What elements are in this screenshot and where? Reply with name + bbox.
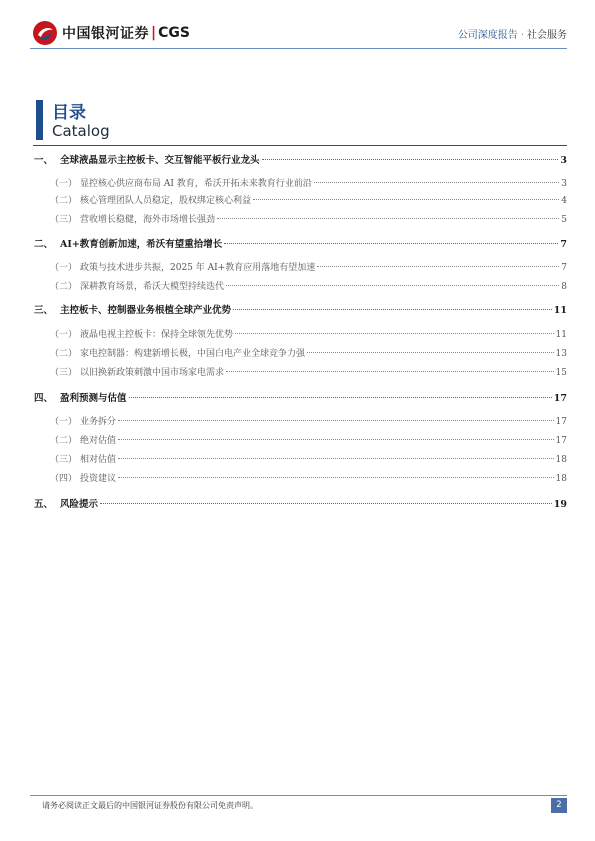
toc-entry-title: 全球液晶显示主控板卡、交互智能平板行业龙头 bbox=[60, 155, 260, 166]
toc-entry-number: （二） bbox=[50, 282, 78, 292]
toc-entry-title: 绝对估值 bbox=[80, 436, 117, 446]
toc-entry-page: 3 bbox=[560, 155, 567, 166]
toc-entry-number: （二） bbox=[50, 436, 78, 446]
toc-subsection-entry[interactable] bbox=[34, 452, 567, 468]
toc-accent-bar bbox=[36, 100, 43, 140]
toc-subsection-entry[interactable] bbox=[34, 433, 567, 449]
toc-entry-number: （三） bbox=[50, 455, 78, 465]
toc-dot-leader bbox=[217, 218, 559, 219]
company-logo bbox=[32, 20, 190, 46]
header-divider bbox=[30, 48, 567, 49]
toc-entry-title: AI+教育创新加速，希沃有望重拾增长 bbox=[60, 239, 223, 250]
toc-title-en: Catalog bbox=[52, 122, 110, 140]
toc-dot-leader bbox=[118, 439, 554, 440]
toc-entry-page: 17 bbox=[555, 436, 567, 446]
toc-dot-leader bbox=[129, 397, 552, 398]
page-number: 2 bbox=[551, 798, 567, 813]
toc-entry-number: （三） bbox=[50, 368, 78, 378]
toc-entry-title: 投资建议 bbox=[80, 474, 117, 484]
report-category bbox=[458, 26, 567, 41]
toc-dot-leader bbox=[226, 371, 554, 372]
toc-dot-leader bbox=[118, 458, 554, 459]
toc-entry-number: 五、 bbox=[34, 499, 54, 510]
toc-entry-number: 一、 bbox=[34, 155, 54, 166]
toc-entry-number: （四） bbox=[50, 474, 78, 484]
toc-dot-leader bbox=[233, 309, 552, 310]
industry-category: 社会服务 bbox=[527, 30, 567, 41]
toc-dot-leader bbox=[235, 333, 554, 334]
toc-entry-page: 3 bbox=[561, 179, 567, 189]
toc-entry-page: 5 bbox=[561, 215, 567, 225]
toc-entry-title: 营收增长稳健，海外市场增长强劲 bbox=[80, 215, 216, 225]
logo-chinese-name: 中国银河证券 bbox=[62, 26, 149, 42]
toc-entry-title: 业务拆分 bbox=[80, 417, 117, 427]
logo-separator: | bbox=[151, 25, 157, 41]
toc-entry-page: 7 bbox=[560, 239, 567, 250]
toc-entry-page: 18 bbox=[555, 474, 567, 484]
toc-entry-title: 以旧换新政策刺激中国市场家电需求 bbox=[80, 368, 225, 378]
toc-dot-leader bbox=[314, 182, 559, 183]
toc-subsection-entry[interactable] bbox=[34, 279, 567, 295]
toc-entry-title: 液晶电视主控板卡：保持全球领先优势 bbox=[80, 330, 234, 340]
toc-entry-number: （三） bbox=[50, 215, 78, 225]
toc-dot-leader bbox=[224, 243, 558, 244]
toc-dot-leader bbox=[307, 352, 554, 353]
toc-entry-page: 19 bbox=[553, 499, 567, 510]
toc-dot-leader bbox=[226, 285, 559, 286]
toc-entry-title: 相对估值 bbox=[80, 455, 117, 465]
toc-subsection-entry[interactable] bbox=[34, 327, 567, 343]
toc-entry-number: （一） bbox=[50, 417, 78, 427]
toc-subsection-entry[interactable] bbox=[34, 365, 567, 381]
toc-subsection-entry[interactable] bbox=[34, 346, 567, 362]
toc-entry-title: 政策与技术进步共振，2025 年 AI+教育应用落地有望加速 bbox=[80, 263, 316, 273]
toc-entry-number: （一） bbox=[50, 263, 78, 273]
toc-dot-leader bbox=[317, 266, 559, 267]
toc-entry-number: 二、 bbox=[34, 239, 54, 250]
toc-entry-title: 风险提示 bbox=[60, 499, 99, 510]
toc-entry-page: 11 bbox=[553, 305, 567, 316]
toc-dot-leader bbox=[262, 159, 559, 160]
toc-entry-page: 17 bbox=[555, 417, 567, 427]
toc-entry-page: 17 bbox=[553, 393, 567, 404]
toc-entry-number: 三、 bbox=[34, 305, 54, 316]
toc-entry-number: （一） bbox=[50, 330, 78, 340]
toc-entry-number: （二） bbox=[50, 196, 78, 206]
toc-dot-leader bbox=[118, 420, 554, 421]
toc-subsection-entry[interactable] bbox=[34, 414, 567, 430]
footer-disclaimer: 请务必阅读正文最后的中国银河证券股份有限公司免责声明。 bbox=[42, 801, 258, 810]
toc-entry-title: 深耕教育场景，希沃大模型持续迭代 bbox=[80, 282, 225, 292]
toc-entry-number: （一） bbox=[50, 179, 78, 189]
toc-section-entry[interactable] bbox=[34, 152, 567, 168]
toc-dot-leader bbox=[118, 477, 554, 478]
toc-entry-title: 家电控制器：构建新增长极，中国白电产业全球竞争力强 bbox=[80, 349, 306, 359]
toc-entry-number: （二） bbox=[50, 349, 78, 359]
toc-entry-title: 核心管理团队人员稳定，股权绑定核心利益 bbox=[80, 196, 252, 206]
header-separator: · bbox=[520, 30, 524, 41]
toc-section-entry[interactable] bbox=[34, 390, 567, 406]
toc-entry-page: 18 bbox=[555, 455, 567, 465]
toc-subsection-entry[interactable] bbox=[34, 193, 567, 209]
toc-subsection-entry[interactable] bbox=[34, 471, 567, 487]
cgs-logo-icon bbox=[32, 20, 58, 46]
logo-english-name: CGS bbox=[158, 25, 190, 41]
toc-entry-page: 4 bbox=[561, 196, 567, 206]
toc-entry-title: 盈利预测与估值 bbox=[60, 393, 127, 404]
toc-entry-page: 13 bbox=[555, 349, 567, 359]
toc-entry-title: 显控核心供应商布局 AI 教育，希沃开拓未来教育行业前沿 bbox=[80, 179, 312, 189]
toc-entry-page: 7 bbox=[561, 263, 567, 273]
toc-subsection-entry[interactable] bbox=[34, 212, 567, 228]
footer-divider bbox=[30, 795, 567, 796]
toc-title-cn: 目录 bbox=[52, 103, 86, 123]
toc-subsection-entry[interactable] bbox=[34, 260, 567, 276]
toc-dot-leader bbox=[253, 199, 559, 200]
toc-entry-title: 主控板卡、控制器业务根植全球产业优势 bbox=[60, 305, 232, 316]
toc-divider bbox=[33, 145, 567, 146]
toc-subsection-entry[interactable] bbox=[34, 176, 567, 192]
toc-entry-page: 15 bbox=[555, 368, 567, 378]
toc-section-entry[interactable] bbox=[34, 236, 567, 252]
toc-entry-page: 8 bbox=[561, 282, 567, 292]
toc-entry-page: 11 bbox=[555, 330, 567, 340]
page-header bbox=[0, 0, 595, 50]
toc-section-entry[interactable] bbox=[34, 496, 567, 512]
report-type: 公司深度报告 bbox=[457, 30, 518, 41]
toc-entry-number: 四、 bbox=[34, 393, 54, 404]
toc-dot-leader bbox=[100, 503, 552, 504]
toc-section-entry[interactable] bbox=[34, 302, 567, 318]
